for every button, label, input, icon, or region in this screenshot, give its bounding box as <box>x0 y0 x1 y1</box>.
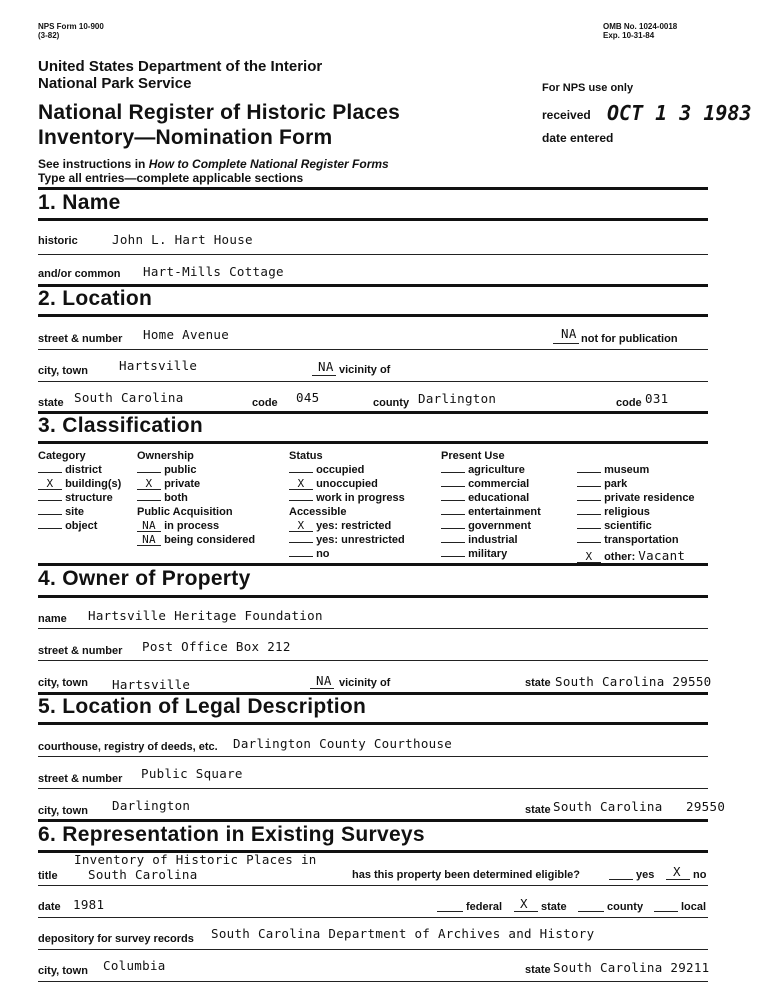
category-option-object[interactable]: object <box>38 520 97 532</box>
accessible-heading: Accessible <box>289 506 347 518</box>
owner-vicinity-value[interactable]: NA <box>316 673 332 688</box>
status-option-unoccupied[interactable]: X unoccupied <box>289 478 378 490</box>
ownership-option-public[interactable]: public <box>137 464 196 476</box>
category-option-site[interactable]: site <box>38 506 84 518</box>
eligible-yes-blank[interactable] <box>609 879 633 880</box>
county-value[interactable]: Darlington <box>418 391 497 406</box>
owner-state-label: state <box>525 677 551 689</box>
county-blank[interactable] <box>578 911 604 912</box>
omb-number: OMB No. 1024-0018 <box>603 22 678 31</box>
form-title-line1: National Register of Historic Places <box>38 101 400 124</box>
street-label: street & number <box>38 333 123 345</box>
survey-date-label: date <box>38 901 61 913</box>
use-option-other[interactable]: X other: Vacant <box>577 548 685 563</box>
use-option-commercial[interactable]: commercial <box>441 478 529 490</box>
eligible-yes-label: yes <box>636 869 655 881</box>
depository-state-value[interactable]: South Carolina 29211 <box>553 960 710 975</box>
eligible-no-mark[interactable]: X <box>673 864 681 879</box>
survey-date-value[interactable]: 1981 <box>73 897 105 912</box>
divider <box>38 563 708 566</box>
depository-value[interactable]: South Carolina Department of Archives and History <box>211 926 595 941</box>
accessible-option-no[interactable]: no <box>289 548 330 560</box>
use-option-military[interactable]: military <box>441 548 507 560</box>
nps-use-only-label: For NPS use only <box>542 82 634 94</box>
street-value[interactable]: Home Avenue <box>143 327 230 342</box>
form-revision: (3-82) <box>38 31 60 40</box>
divider <box>38 722 708 725</box>
other-use-value[interactable]: Vacant <box>638 548 686 563</box>
received-label: received <box>542 108 591 122</box>
form-title-line2: Inventory—Nomination Form <box>38 126 333 149</box>
eligibility-question: has this property been determined eligible? <box>352 869 580 881</box>
owner-city-label: city, town <box>38 677 88 689</box>
instructions-line2: Type all entries—complete applicable sections <box>38 171 304 185</box>
blank-line <box>514 911 538 912</box>
use-option-religious[interactable]: religious <box>577 506 650 518</box>
code-label: code <box>252 397 278 409</box>
category-heading: Category <box>38 450 86 462</box>
ownership-option-private[interactable]: X private <box>137 478 200 490</box>
owner-city-value[interactable]: Hartsville <box>112 677 191 692</box>
service-name: National Park Service <box>38 75 192 92</box>
status-option-occupied[interactable]: occupied <box>289 464 364 476</box>
survey-title-value-line2[interactable]: South Carolina <box>88 867 198 882</box>
depository-city-value[interactable]: Columbia <box>103 958 166 973</box>
rule <box>38 981 708 982</box>
acquisition-option-in-process[interactable]: NA in process <box>137 520 219 532</box>
acquisition-option-being-considered[interactable]: NA being considered <box>137 534 255 546</box>
county-code-value[interactable]: 031 <box>645 391 669 406</box>
use-option-entertainment[interactable]: entertainment <box>441 506 541 518</box>
common-name-label: and/or common <box>38 268 121 280</box>
accessible-option-restricted[interactable]: X yes: restricted <box>289 520 391 532</box>
state-level-mark[interactable]: X <box>520 896 528 911</box>
use-option-museum[interactable]: museum <box>577 464 649 476</box>
survey-title-label: title <box>38 870 58 882</box>
historic-label: historic <box>38 235 78 247</box>
rule <box>38 756 708 757</box>
code-value[interactable]: 045 <box>296 390 320 405</box>
present-use-heading: Present Use <box>441 450 505 462</box>
legal-street-label: street & number <box>38 773 123 785</box>
rule <box>38 628 708 629</box>
use-option-scientific[interactable]: scientific <box>577 520 652 532</box>
legal-street-value[interactable]: Public Square <box>141 766 243 781</box>
date-entered-label: date entered <box>542 131 614 145</box>
section-heading-classification: 3. Classification <box>38 414 203 437</box>
legal-city-label: city, town <box>38 805 88 817</box>
not-for-publication-label: not for publication <box>581 333 678 345</box>
depository-label: depository for survey records <box>38 933 194 945</box>
owner-street-label: street & number <box>38 645 123 657</box>
eligible-no-label: no <box>693 869 707 881</box>
courthouse-label: courthouse, registry of deeds, etc. <box>38 741 218 753</box>
status-option-work-in-progress[interactable]: work in progress <box>289 492 405 504</box>
not-for-publication-value[interactable]: NA <box>561 326 577 341</box>
county-level-label: county <box>607 901 644 913</box>
federal-label: federal <box>466 901 503 913</box>
category-option-structure[interactable]: structure <box>38 492 113 504</box>
expiration-date: Exp. 10-31-84 <box>603 31 655 40</box>
rule <box>38 660 708 661</box>
rule <box>38 381 708 382</box>
use-option-government[interactable]: government <box>441 520 531 532</box>
depository-city-label: city, town <box>38 965 88 977</box>
common-name-value[interactable]: Hart-Mills Cottage <box>143 264 284 279</box>
ownership-option-both[interactable]: both <box>137 492 188 504</box>
state-label: state <box>38 397 64 409</box>
county-code-label: code <box>616 397 642 409</box>
depository-state-label: state <box>525 964 551 976</box>
owner-street-value[interactable]: Post Office Box 212 <box>142 639 291 654</box>
owner-vicinity-label: vicinity of <box>339 677 391 689</box>
accessible-option-unrestricted[interactable]: yes: unrestricted <box>289 534 405 546</box>
legal-city-value[interactable]: Darlington <box>112 798 191 813</box>
section-heading-owner: 4. Owner of Property <box>38 567 251 590</box>
state-level-label: state <box>541 901 567 913</box>
county-label: county <box>373 397 410 409</box>
federal-blank[interactable] <box>437 911 463 912</box>
legal-state-label: state <box>525 804 551 816</box>
local-level-label: local <box>681 901 707 913</box>
divider <box>38 819 708 822</box>
divider <box>38 218 708 221</box>
blank-line <box>553 343 579 344</box>
divider <box>38 595 708 598</box>
rule <box>38 349 708 350</box>
owner-name-value[interactable]: Hartsville Heritage Foundation <box>88 608 323 623</box>
section-heading-name: 1. Name <box>38 191 121 214</box>
divider <box>38 314 708 317</box>
historic-value[interactable]: John L. Hart House <box>112 232 253 247</box>
public-acquisition-heading: Public Acquisition <box>137 506 233 518</box>
department-name: United States Department of the Interior <box>38 58 323 75</box>
use-option-industrial[interactable]: industrial <box>441 534 518 546</box>
use-option-educational[interactable]: educational <box>441 492 529 504</box>
blank-line <box>666 879 690 880</box>
status-heading: Status <box>289 450 323 462</box>
survey-title-value-line1[interactable]: Inventory of Historic Places in <box>74 852 317 867</box>
divider <box>38 187 708 190</box>
category-option-buildings[interactable]: X building(s) <box>38 478 121 490</box>
rule <box>38 254 708 255</box>
blank-line <box>312 375 336 376</box>
city-value[interactable]: Hartsville <box>119 358 198 373</box>
rule <box>38 885 708 886</box>
courthouse-value[interactable]: Darlington County Courthouse <box>233 736 453 751</box>
received-date-stamp: OCT 1 3 1983 <box>607 101 752 125</box>
owner-state-value[interactable]: South Carolina 29550 <box>555 674 712 689</box>
use-option-agriculture[interactable]: agriculture <box>441 464 525 476</box>
vicinity-label: vicinity of <box>339 364 391 376</box>
blank-line <box>310 688 334 689</box>
section-heading-surveys: 6. Representation in Existing Surveys <box>38 823 425 846</box>
category-option-district[interactable]: district <box>38 464 102 476</box>
section-heading-legal-description: 5. Location of Legal Description <box>38 695 367 718</box>
city-label: city, town <box>38 365 88 377</box>
rule <box>38 788 708 789</box>
rule <box>38 949 708 950</box>
section-heading-location: 2. Location <box>38 287 153 310</box>
use-option-park[interactable]: park <box>577 478 627 490</box>
use-option-transportation[interactable]: transportation <box>577 534 679 546</box>
instructions-line1: See instructions in How to Complete National Register Forms <box>38 157 389 171</box>
state-value[interactable]: South Carolina <box>74 390 184 405</box>
legal-state-value[interactable]: South Carolina 29550 <box>553 799 726 814</box>
form-number: NPS Form 10-900 <box>38 22 104 31</box>
owner-name-label: name <box>38 613 67 625</box>
use-option-private-residence[interactable]: private residence <box>577 492 695 504</box>
local-blank[interactable] <box>654 911 678 912</box>
divider <box>38 441 708 444</box>
vicinity-value[interactable]: NA <box>318 359 334 374</box>
ownership-heading: Ownership <box>137 450 194 462</box>
rule <box>38 917 708 918</box>
